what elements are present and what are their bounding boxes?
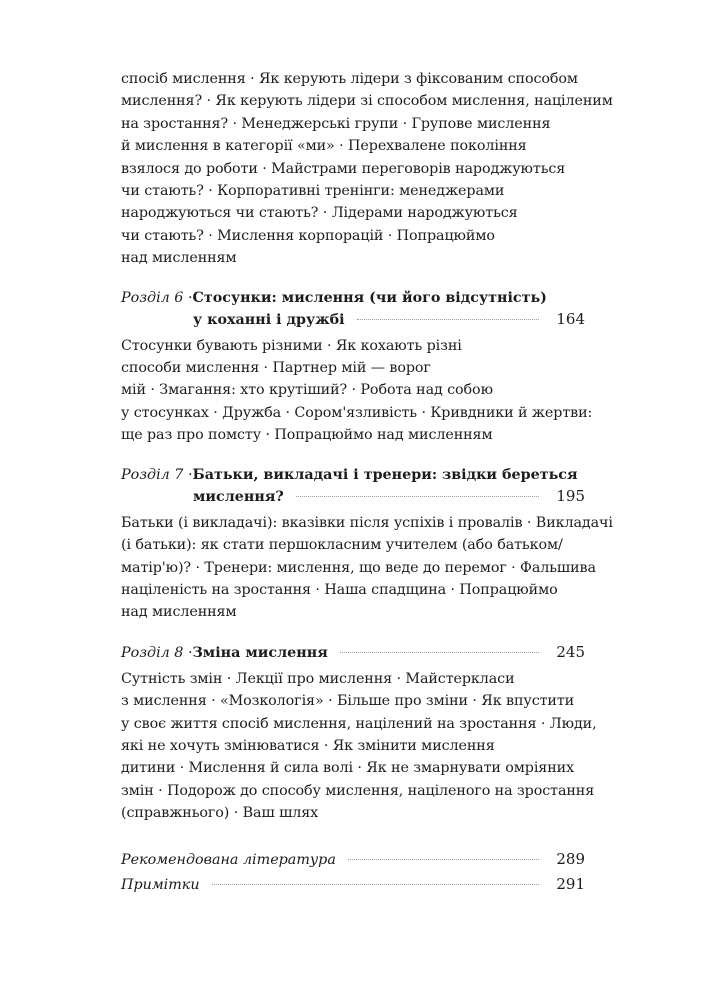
chapter-title-continued: у коханні і дружбі	[193, 311, 345, 328]
chapter-7-entry	[121, 465, 613, 624]
notes-entry[interactable]	[121, 872, 585, 897]
back-matter	[121, 847, 585, 897]
topic-line: на зростання? · Менеджерські групи · Групове мислення	[121, 115, 551, 132]
chapter-label: Розділ 7 ·	[121, 466, 193, 483]
topic-line: матір'ю)? · Тренери: мислення, що веде до перемог · Фальшива	[121, 559, 596, 576]
topic-line: способи мислення · Партнер мій — ворог	[121, 360, 431, 377]
topic-line: Сутність змін · Лекції про мислення · Майстеркласи	[121, 670, 515, 687]
chapter-title: Батьки, викладачі і тренери: звідки береться	[192, 466, 578, 483]
dot-leader	[348, 859, 539, 860]
chapter-6-heading[interactable]	[121, 288, 585, 331]
chapter-title: Стосунки: мислення (чи його відсутність)	[192, 289, 547, 306]
chapter-8-topics	[121, 668, 597, 825]
page-number: 291	[556, 874, 585, 893]
table-of-contents	[121, 68, 613, 897]
topic-line: дитини · Мислення й сила волі · Як не змарнувати омріяних	[121, 760, 575, 777]
page-number: 289	[556, 849, 585, 868]
dot-leader	[340, 652, 539, 653]
entry-title: Рекомендована література	[121, 851, 336, 868]
topic-line: Батьки (і викладачі): вказівки після успіхів і провалів · Викладачі	[121, 514, 613, 531]
topic-line: у стосунках · Дружба · Сором'язливість · Кривдники й жертви:	[121, 404, 593, 421]
chapter-6-topics	[121, 335, 593, 447]
page-number: 195	[556, 486, 585, 505]
topic-line: над мисленням	[121, 250, 237, 267]
topic-line: (справжнього) · Ваш шлях	[121, 805, 319, 822]
topic-line: з мислення · «Мозкологія» · Більше про зміни · Як впустити	[121, 693, 575, 710]
topic-line: й мислення в категорії «ми» · Перехвалене покоління	[121, 138, 527, 155]
topic-line: змін · Подорож до способу мислення, націленого на зростання	[121, 782, 595, 799]
page-number: 245	[556, 642, 585, 661]
topic-line: мій · Змагання: хто крутіший? · Робота над собою	[121, 382, 493, 399]
dot-leader	[212, 884, 539, 885]
topic-line: у своє життя спосіб мислення, націлений на зростання · Люди,	[121, 715, 597, 732]
chapter-8-entry	[121, 642, 597, 825]
chapter-5-topics	[121, 68, 613, 270]
chapter-label: Розділ 6 ·	[121, 289, 193, 306]
chapter-label: Розділ 8 ·	[121, 644, 193, 661]
topic-line: спосіб мислення · Як керують лідери з фіксованим способом	[121, 71, 578, 87]
chapter-title-continued: мислення?	[193, 488, 284, 505]
entry-title: Примітки	[121, 876, 200, 893]
topic-line: чи стають? · Мислення корпорацій · Попрацюймо	[121, 227, 495, 244]
topic-line: Стосунки бувають різними · Як кохають різні	[121, 337, 462, 354]
chapter-7-heading[interactable]	[121, 465, 585, 508]
topic-line: націленість на зростання · Наша спадщина · Попрацюймо	[121, 581, 558, 598]
chapter-8-heading[interactable]	[121, 642, 585, 664]
topic-line: над мисленням	[121, 604, 237, 621]
topic-line: взялося до роботи · Майстрами переговорів народжуються	[121, 160, 566, 177]
topic-line: чи стають? · Корпоративні тренінги: менеджерами	[121, 183, 505, 200]
chapter-title: Зміна мислення	[192, 644, 328, 661]
topic-line: ще раз про помсту · Попрацюймо над мисленням	[121, 427, 493, 444]
dot-leader	[296, 496, 539, 497]
topic-line: які не хочуть змінюватися · Як змінити мислення	[121, 737, 495, 754]
chapter-6-entry	[121, 288, 593, 447]
topic-line: мислення? · Як керують лідери зі способом мислення, націленим	[121, 93, 613, 110]
topic-line: народжуються чи стають? · Лідерами народжуються	[121, 205, 518, 222]
dot-leader	[357, 319, 539, 320]
recommended-reading-entry[interactable]	[121, 847, 585, 872]
chapter-7-topics	[121, 512, 613, 624]
page-number: 164	[556, 309, 585, 328]
topic-line: (і батьки): як стати першокласним учителем (або батьком/	[121, 537, 563, 554]
